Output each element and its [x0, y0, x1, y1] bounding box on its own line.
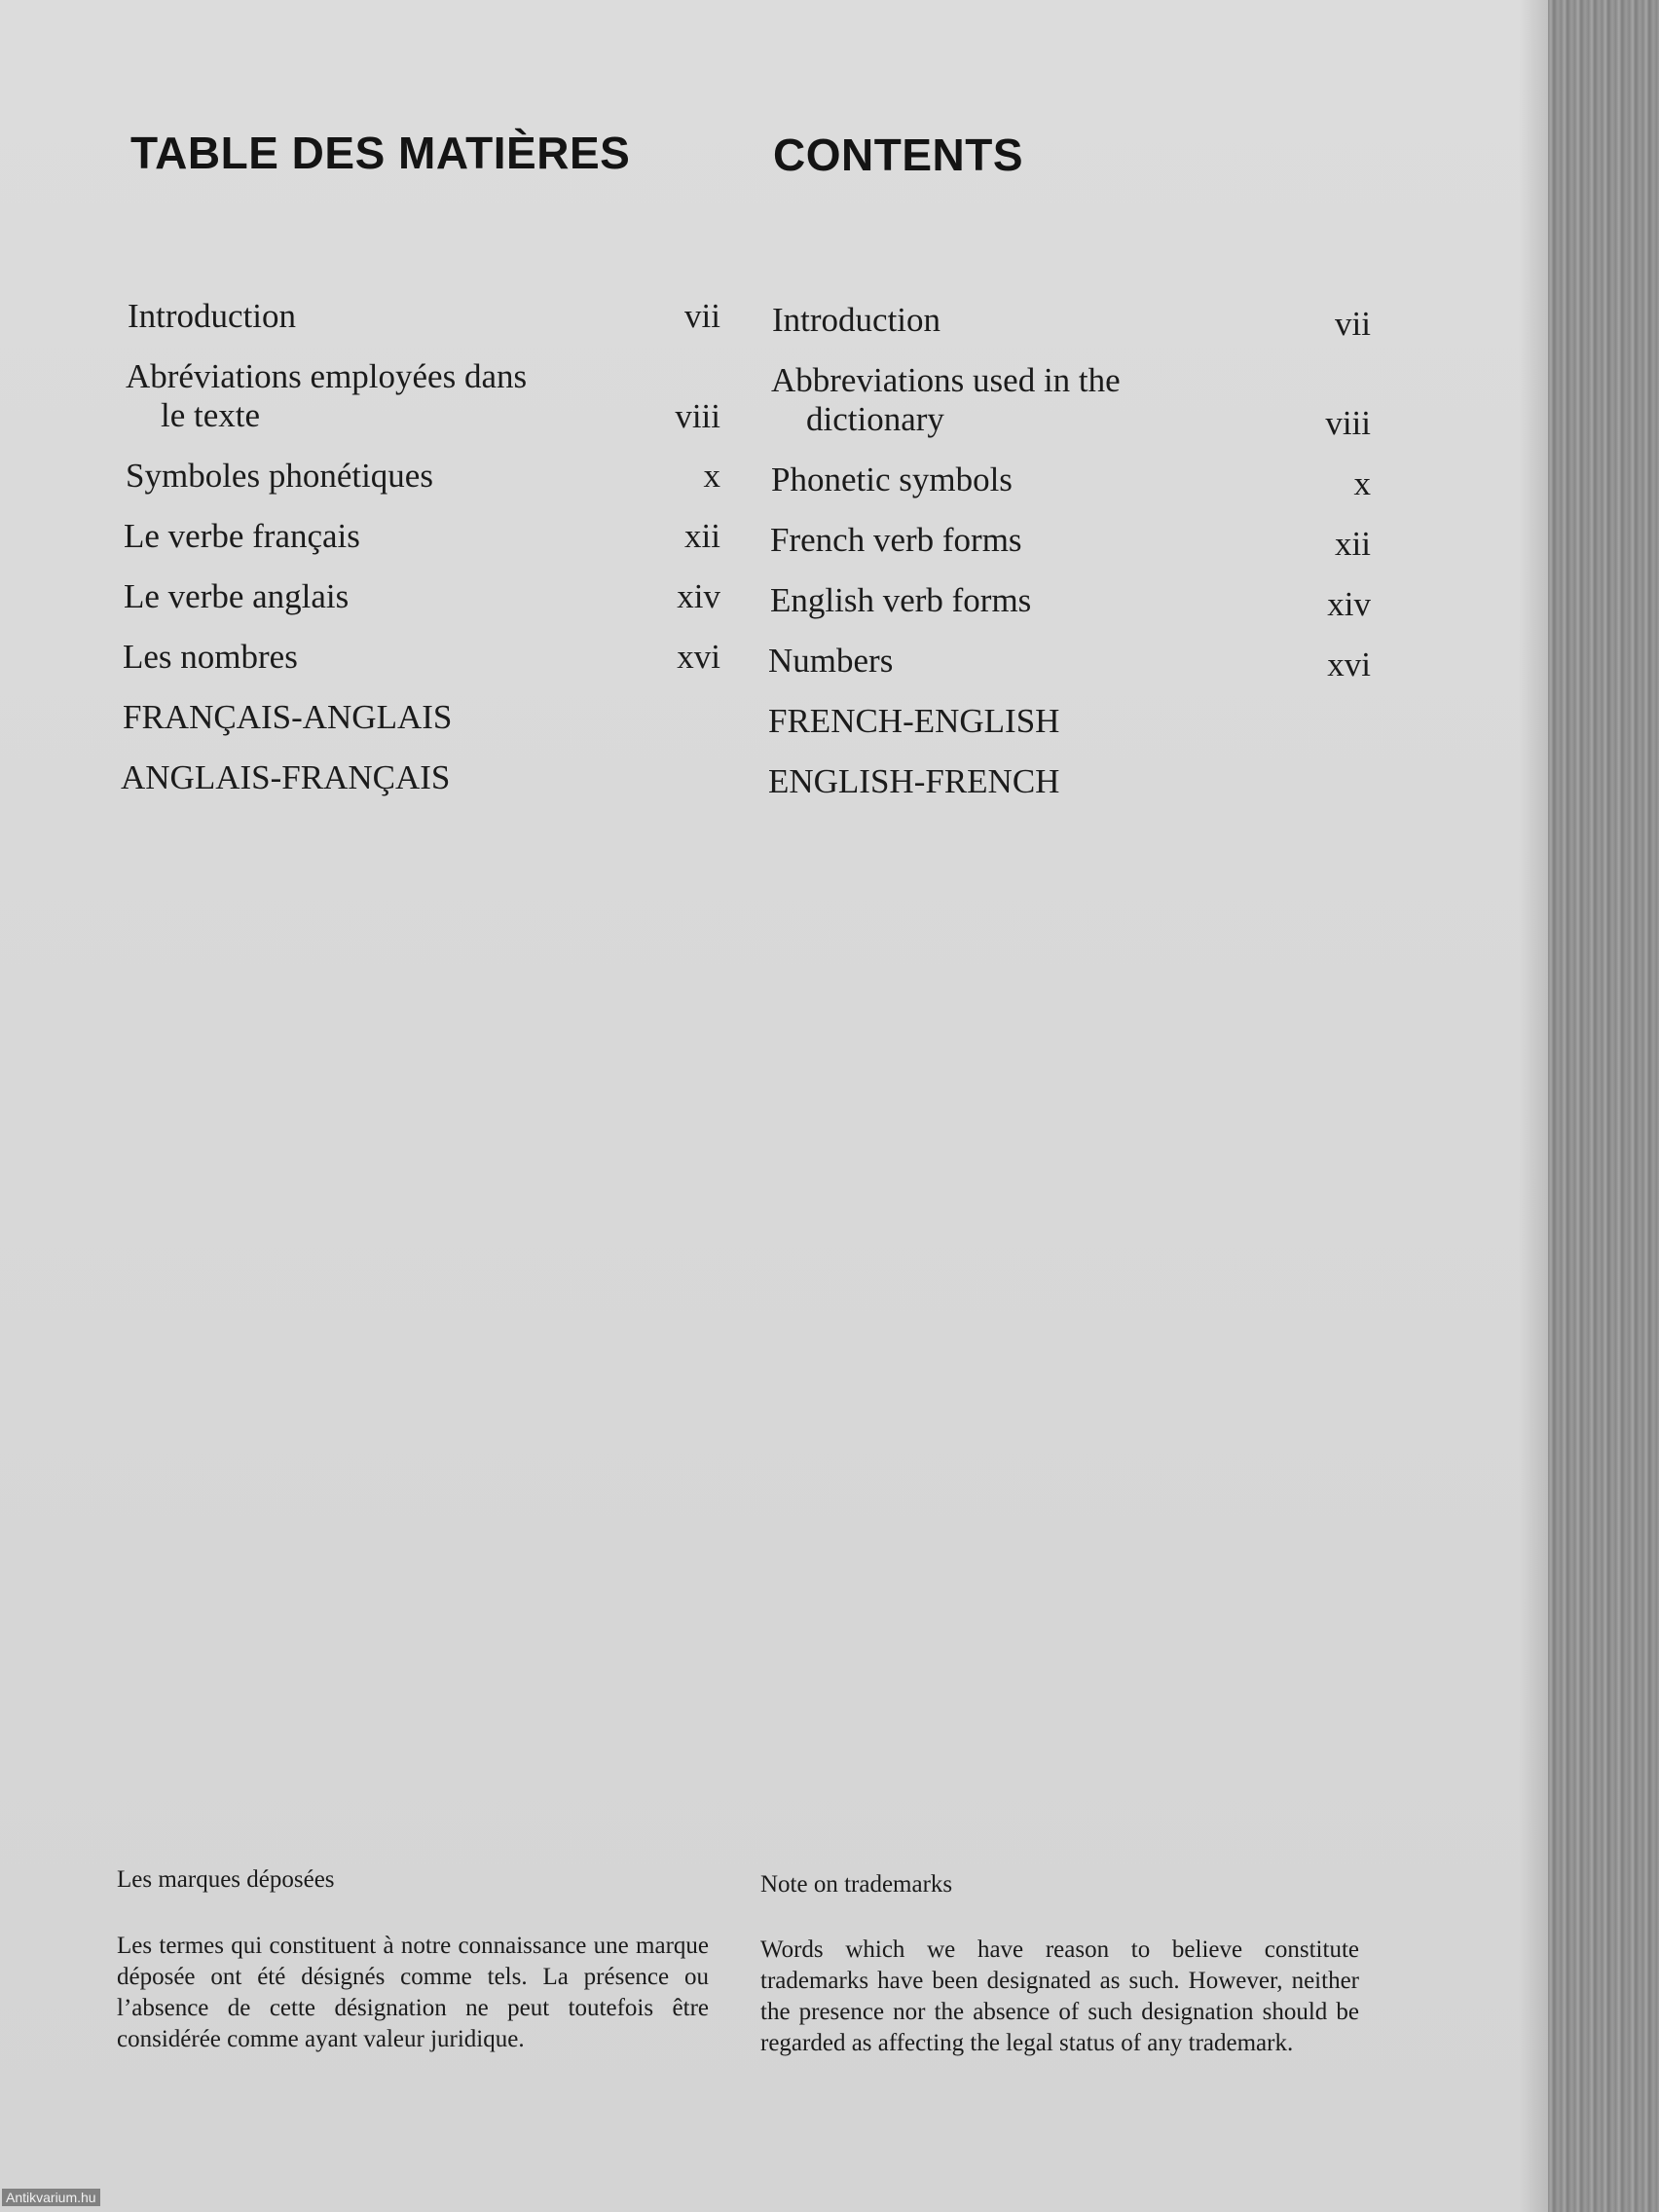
book-page-edges [1548, 0, 1659, 2212]
page-gutter-shadow [1519, 0, 1548, 2212]
toc-page-number: viii [675, 397, 720, 435]
toc-page-number: xii [1335, 525, 1371, 563]
french-trademark-note: Les termes qui constituent à notre connaissance une marque déposée ont été désignés comme tels. La présence ou l’absence de cette désignation ne peut toutefois être considérée comme ayant valeur juridique. [117, 1933, 709, 2052]
toc-label: Introduction [128, 297, 297, 335]
english-trademark-note: Words which we have reason to believe constitute trademarks have been designated as such. However, neither the presence nor the absence of such designation should be regarded as affecting the legal status of any trademark. [760, 1936, 1359, 2056]
toc-label-line2: dictionary [806, 400, 944, 438]
toc-label: Phonetic symbols [771, 461, 1013, 498]
toc-label: English verb forms [770, 581, 1032, 619]
toc-label: FRANÇAIS-ANGLAIS [123, 698, 453, 736]
french-heading: TABLE DES MATIÈRES [130, 128, 631, 178]
toc-label-line1: Abréviations employées dans [126, 357, 528, 395]
toc-label-line2: le texte [161, 396, 261, 434]
toc-page-number: x [1353, 464, 1371, 502]
toc-page-number: xvi [1327, 645, 1371, 683]
toc-label: Le verbe français [124, 517, 360, 555]
watermark: Antikvarium.hu [2, 2189, 100, 2206]
toc-page-number: xiv [1327, 585, 1371, 623]
toc-label: FRENCH-ENGLISH [768, 702, 1060, 740]
toc-label [771, 361, 1121, 439]
toc-page-number: xiv [677, 577, 720, 615]
toc-page-number: xii [684, 517, 720, 555]
toc-label-line1: Abbreviations used in the [771, 361, 1121, 399]
toc-page-number: xvi [677, 638, 720, 676]
english-trademark-title: Note on trademarks [760, 1871, 953, 1898]
english-heading: CONTENTS [773, 129, 1023, 180]
toc-label: Introduction [772, 301, 941, 339]
toc-label: French verb forms [770, 521, 1022, 559]
toc-label: Numbers [768, 642, 894, 680]
toc-page-number: viii [1325, 404, 1371, 442]
toc-page-number: vii [684, 297, 720, 335]
toc-page-number: vii [1335, 305, 1371, 343]
toc-page-number: x [703, 457, 720, 495]
toc-label: Le verbe anglais [124, 577, 350, 615]
french-trademark-title: Les marques déposées [117, 1866, 335, 1893]
toc-label: ANGLAIS-FRANÇAIS [121, 758, 451, 796]
toc-label: ENGLISH-FRENCH [768, 762, 1060, 800]
toc-label [126, 357, 527, 435]
toc-label: Symboles phonétiques [126, 457, 433, 495]
toc-label: Les nombres [123, 638, 298, 676]
